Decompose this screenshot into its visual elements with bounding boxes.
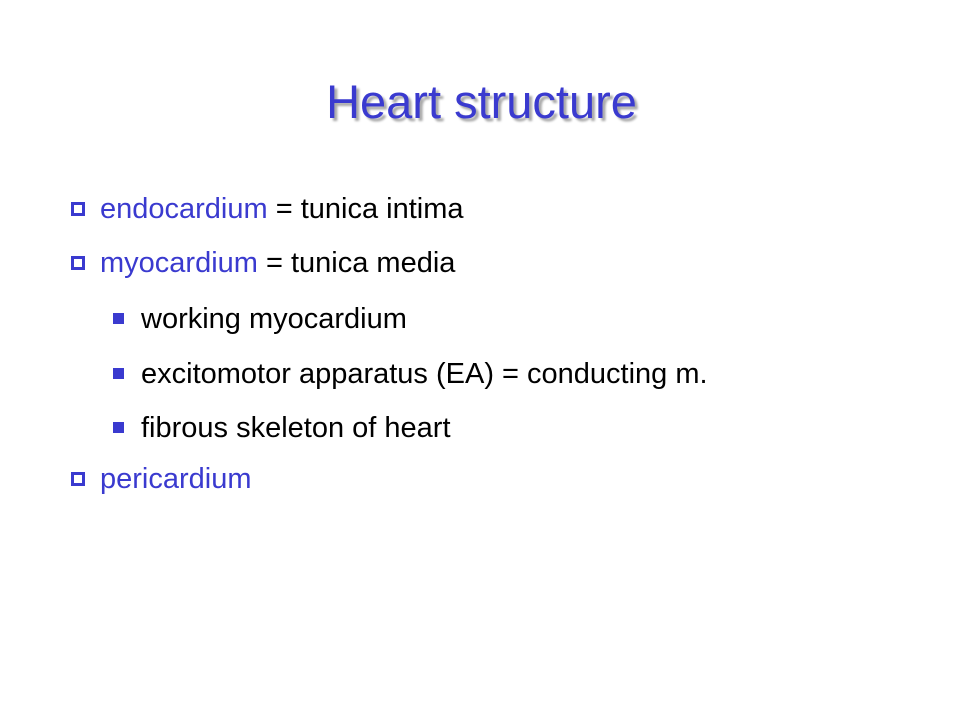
bullet-text: = tunica intima <box>267 193 464 225</box>
hollow-square-icon <box>71 202 85 216</box>
bullet-term: pericardium <box>100 463 252 495</box>
filled-square-icon <box>113 313 124 324</box>
hollow-square-icon <box>71 256 85 270</box>
bullet-term: myocardium <box>100 247 258 279</box>
slide-title: Heart structure <box>326 75 637 128</box>
bullet-term: endocardium <box>100 193 268 225</box>
hollow-square-icon <box>71 472 85 486</box>
bullet-text: = tunica media <box>257 247 456 279</box>
sub-list-item: excitomotor apparatus (EA) = conducting m. <box>141 358 708 390</box>
sub-list-item: working myocardium <box>141 303 407 335</box>
sub-list-item: fibrous skeleton of heart <box>141 412 451 444</box>
filled-square-icon <box>113 368 124 379</box>
list-item <box>100 461 252 497</box>
list-item <box>100 191 464 227</box>
list-item <box>100 245 455 281</box>
filled-square-icon <box>113 422 124 433</box>
